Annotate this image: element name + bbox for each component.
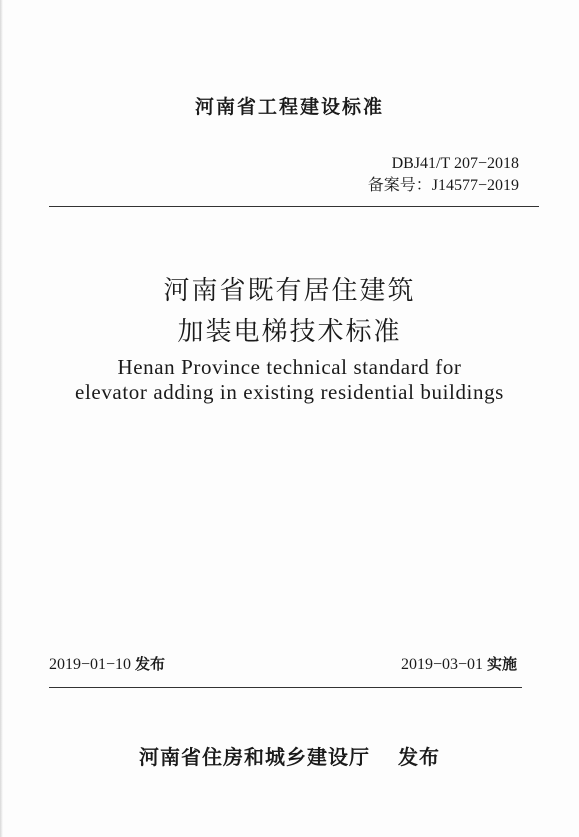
issue-label: 发布: [135, 655, 166, 673]
publisher-name: 河南省住房和城乡建设厅: [139, 745, 370, 769]
publisher-line: [0, 741, 579, 770]
footer-divider: [49, 687, 522, 688]
standard-number: DBJ41/T 207−2018: [391, 155, 519, 172]
page-edge-shadow: [0, 0, 3, 837]
effective-date-block: [401, 653, 517, 674]
effective-label: 实施: [486, 655, 517, 673]
title-en-line2: elevator adding in existing residential buildings: [75, 380, 504, 404]
title-cn-line1: 河南省既有居住建筑: [163, 276, 416, 306]
issue-date-block: [49, 653, 165, 674]
header-divider: [49, 206, 539, 207]
effective-date: 2019−03−01: [400, 656, 483, 673]
record-number: 备案号：J14577−2019: [367, 177, 519, 194]
title-cn-line2: 加装电梯技术标准: [177, 317, 402, 347]
series-title: 河南省工程建设标准: [194, 96, 384, 118]
title-en-line1: Henan Province technical standard for: [117, 355, 462, 379]
standard-codes: [368, 153, 519, 197]
issue-date: 2019−01−10: [49, 656, 132, 673]
publisher-action: 发布: [398, 745, 440, 769]
